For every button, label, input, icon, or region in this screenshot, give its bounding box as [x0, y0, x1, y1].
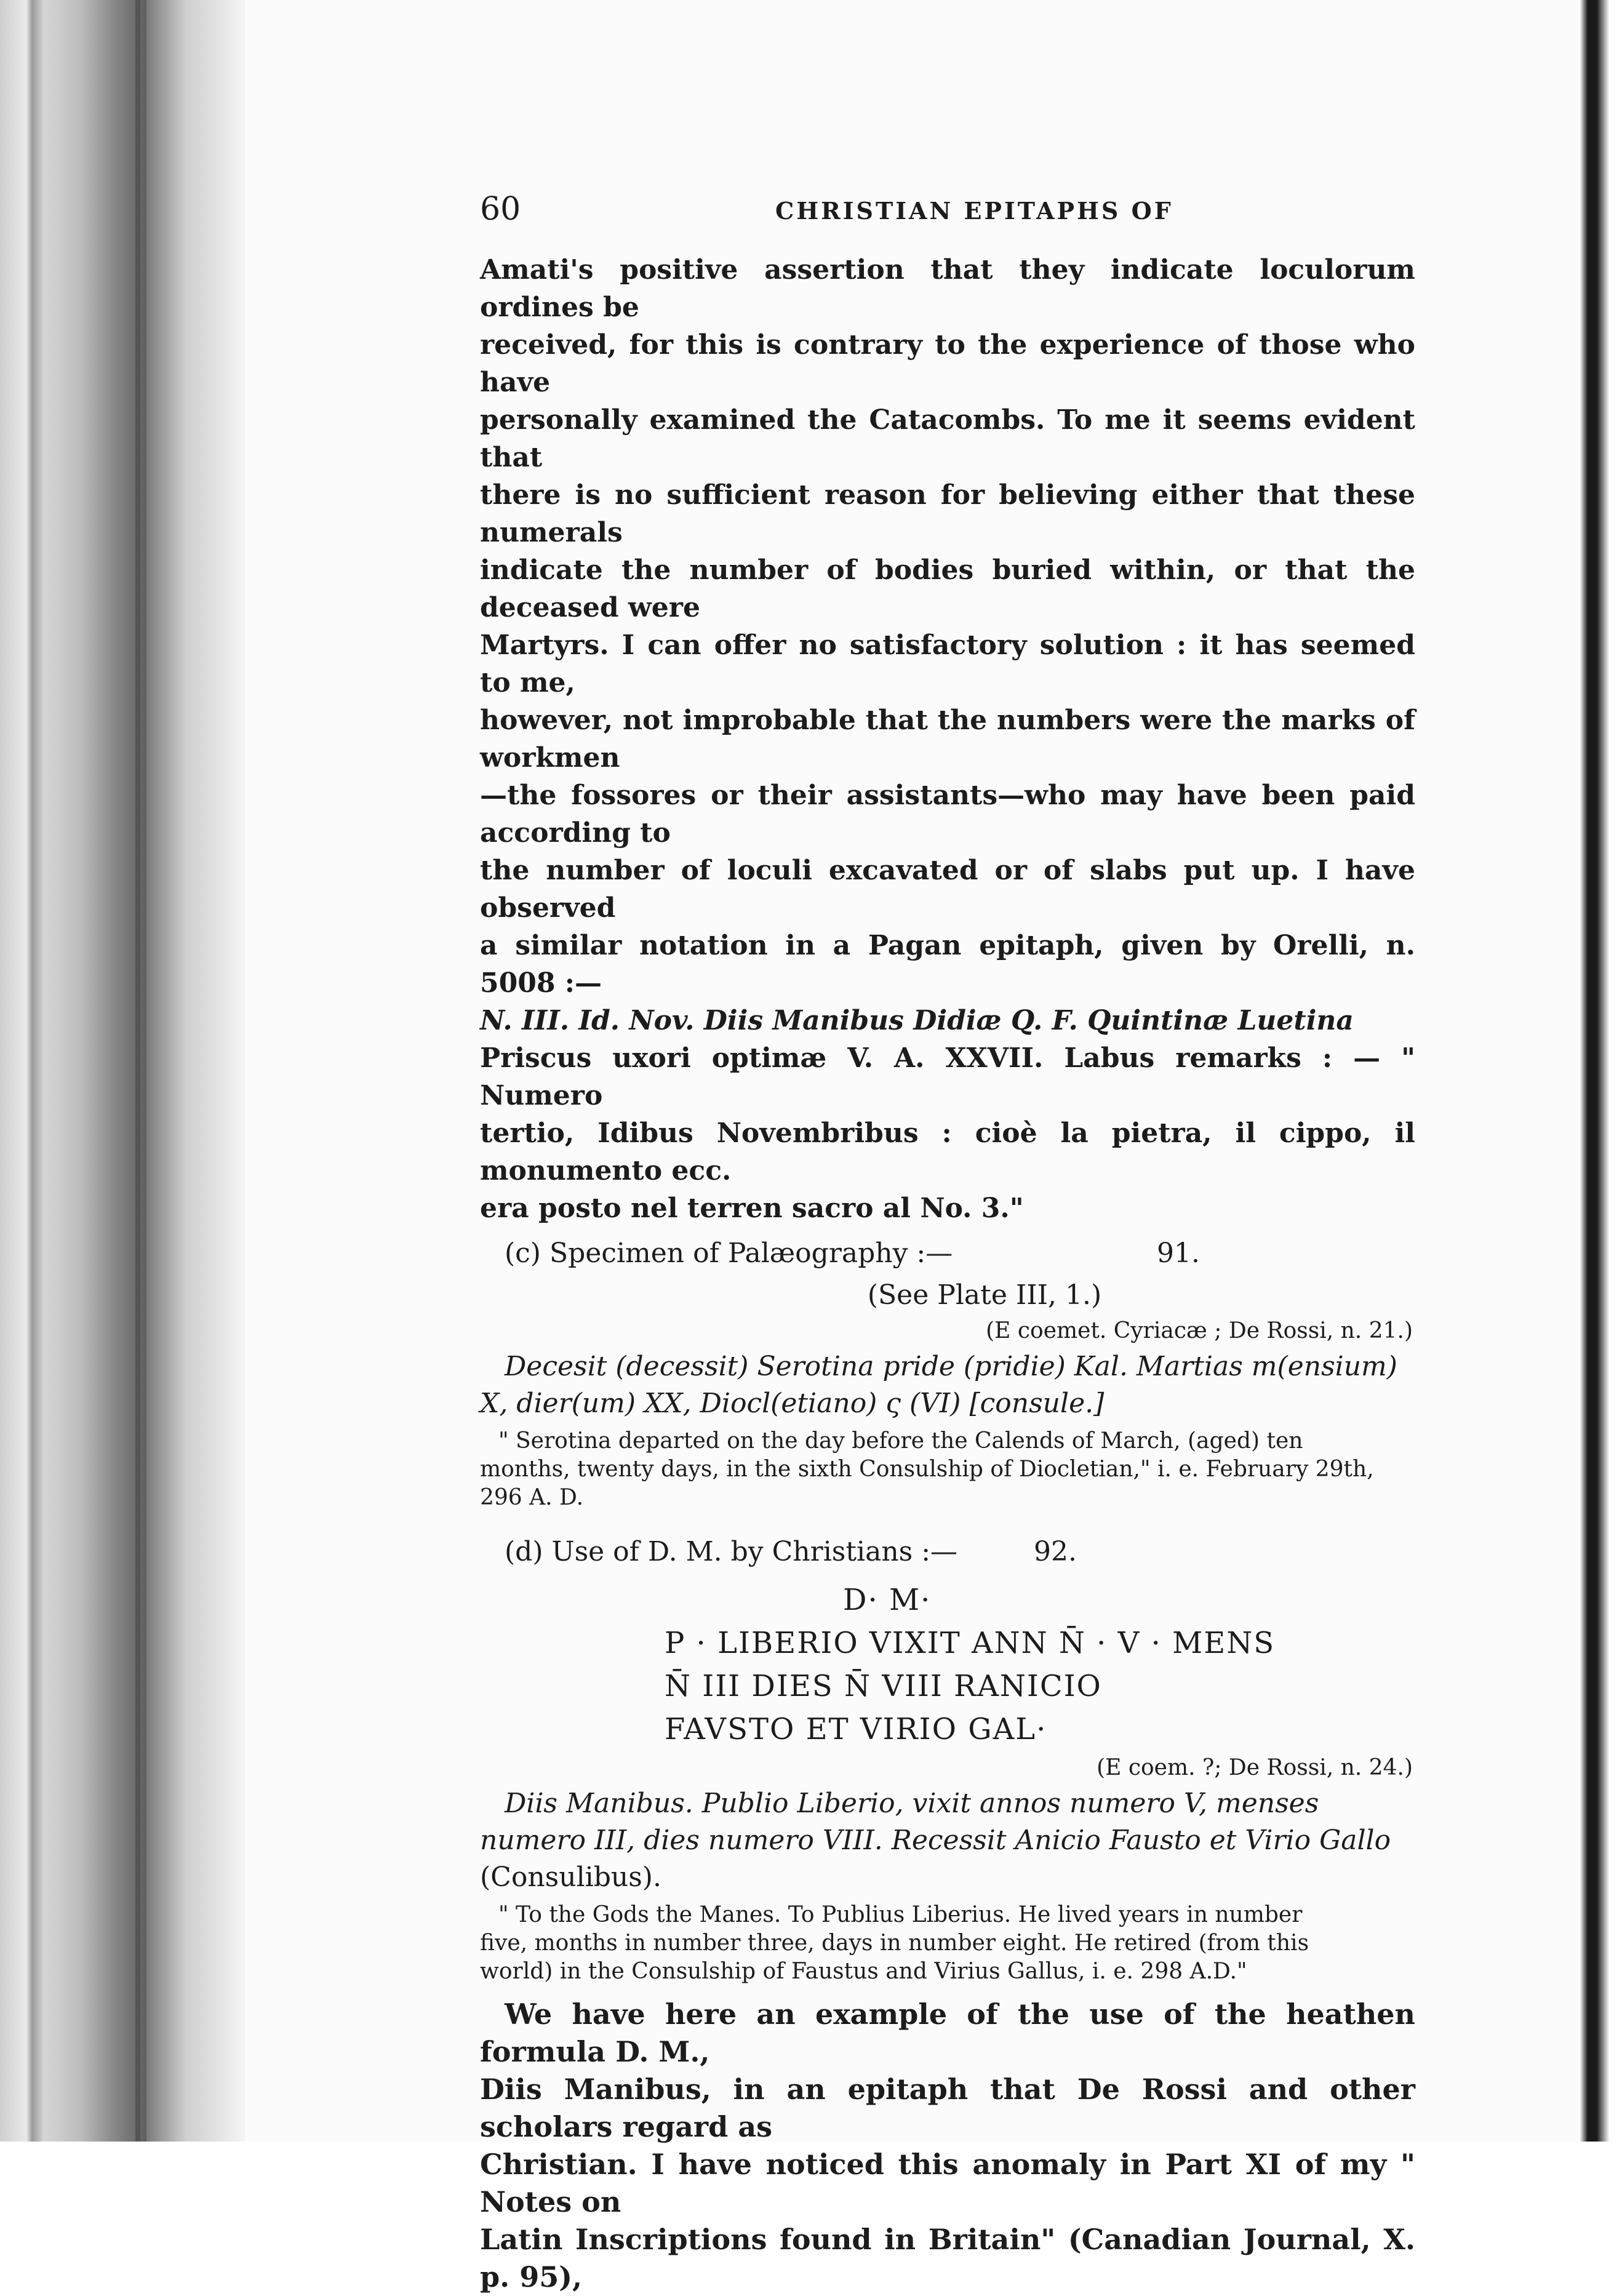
item-c-heading — [480, 1234, 1415, 1276]
text-line: —the fossores or their assistants—who may have been paid according to — [480, 780, 1415, 849]
item-c-caption: (c) Specimen of Palæography :— — [505, 1238, 953, 1269]
item-d-caption: (d) Use of D. M. by Christians :— — [505, 1536, 958, 1567]
inscription-line: FAVSTO ET VIRIO GAL· — [665, 1712, 1047, 1746]
item-d-heading — [480, 1533, 1415, 1575]
latin-line: numero III, dies numero VIII. Recessit Anicio Fausto et Virio Gallo — [480, 1825, 1391, 1856]
text-line: Martyrs. I can offer no satisfactory solution : it has seemed to me, — [480, 630, 1415, 698]
inscription-line: P · LIBERIO VIXIT ANN N̄ · V · MENS — [665, 1626, 1276, 1660]
running-title: CHRISTIAN EPITAPHS OF — [775, 197, 1173, 225]
page-content — [480, 191, 1415, 2296]
inscription-line: D· M· — [843, 1583, 932, 1617]
page-number: 60 — [480, 191, 521, 228]
book-edge-right — [1580, 0, 1622, 2142]
text-line: era posto nel terren sacro al No. 3." — [480, 1193, 1024, 1224]
running-head — [480, 191, 1415, 240]
text-line: received, for this is contrary to the experience of those who have — [480, 329, 1415, 398]
item-c-source: (E coemet. Cyriacæ ; De Rossi, n. 21.) — [986, 1318, 1413, 1343]
text-line: N. III. Id. Nov. Diis Manibus Didiæ Q. F. Quintinæ Luetina — [480, 1005, 1354, 1036]
translation-line: " Serotina departed on the day before the Calends of March, (aged) ten — [498, 1428, 1303, 1454]
text-line: a similar notation in a Pagan epitaph, given by Orelli, n. 5008 :— — [480, 930, 1415, 999]
paragraph-final — [480, 1996, 1415, 2296]
item-d-translation — [480, 1901, 1415, 1986]
item-d-source: (E coem. ?; De Rossi, n. 24.) — [1097, 1755, 1413, 1780]
text-line: Diis Manibus, in an epitaph that De Rossi and other scholars regard as — [480, 2073, 1415, 2143]
text-line: We have here an example of the use of the heathen formula D. M., — [480, 1998, 1415, 2068]
inscription — [665, 1578, 1415, 1751]
plate-reference: (See Plate III, 1.) — [867, 1279, 1102, 1311]
text-line: Amati's positive assertion that they indicate loculorum ordines be — [480, 254, 1415, 323]
paragraph-1 — [480, 251, 1415, 1227]
latin-line: X, dier(um) XX, Diocl(etiano) ς (VI) [consule.] — [480, 1388, 1105, 1419]
text-line: Christian. I have noticed this anomaly in Part XI of my " Notes on — [480, 2148, 1415, 2218]
item-d-latin — [480, 1785, 1415, 1896]
text-line: there is no sufficient reason for believing either that these numerals — [480, 479, 1415, 548]
item-c-latin — [480, 1348, 1415, 1422]
gutter-line — [135, 0, 140, 2142]
translation-line: months, twenty days, in the sixth Consulship of Diocletian," i. e. February 29th, — [480, 1457, 1374, 1482]
latin-line: Decesit (decessit) Serotina pride (pridie) Kal. Martias m(ensium) — [505, 1351, 1397, 1382]
inscription-line: N̄ III DIES N̄ VIII RANICIO — [665, 1669, 1102, 1703]
item-c-number: 91. — [1157, 1238, 1200, 1269]
text-line: Priscus uxori optimæ V. A. XXVII. Labus remarks : — " Numero — [480, 1042, 1415, 1111]
latin-line: (Consulibus). — [480, 1862, 661, 1893]
translation-line: 296 A. D. — [480, 1485, 584, 1510]
translation-line: five, months in number three, days in number eight. He retired (from this — [480, 1930, 1309, 1956]
translation-line: " To the Gods the Manes. To Publius Liberius. He lived years in number — [498, 1902, 1303, 1927]
latin-line: Diis Manibus. Publio Liberio, vixit annos numero V, menses — [505, 1788, 1319, 1819]
text-line: indicate the number of bodies buried within, or that the deceased were — [480, 554, 1415, 623]
text-line: personally examined the Catacombs. To me it seems evident that — [480, 404, 1415, 473]
book-edge-left — [0, 0, 146, 2142]
item-c-translation — [480, 1427, 1415, 1512]
item-d-number: 92. — [1034, 1536, 1077, 1567]
translation-line: world) in the Consulship of Faustus and Virius Gallus, i. e. 298 A.D." — [480, 1959, 1247, 1984]
text-line: however, not improbable that the numbers were the marks of workmen — [480, 705, 1415, 774]
text-line: tertio, Idibus Novembribus : cioè la pietra, il cippo, il monumento ecc. — [480, 1118, 1415, 1186]
page-shadow — [146, 0, 245, 2142]
text-line: Latin Inscriptions found in Britain" (Canadian Journal, X. p. 95), — [480, 2223, 1415, 2294]
text-line: the number of loculi excavated or of slabs put up. I have observed — [480, 855, 1415, 924]
